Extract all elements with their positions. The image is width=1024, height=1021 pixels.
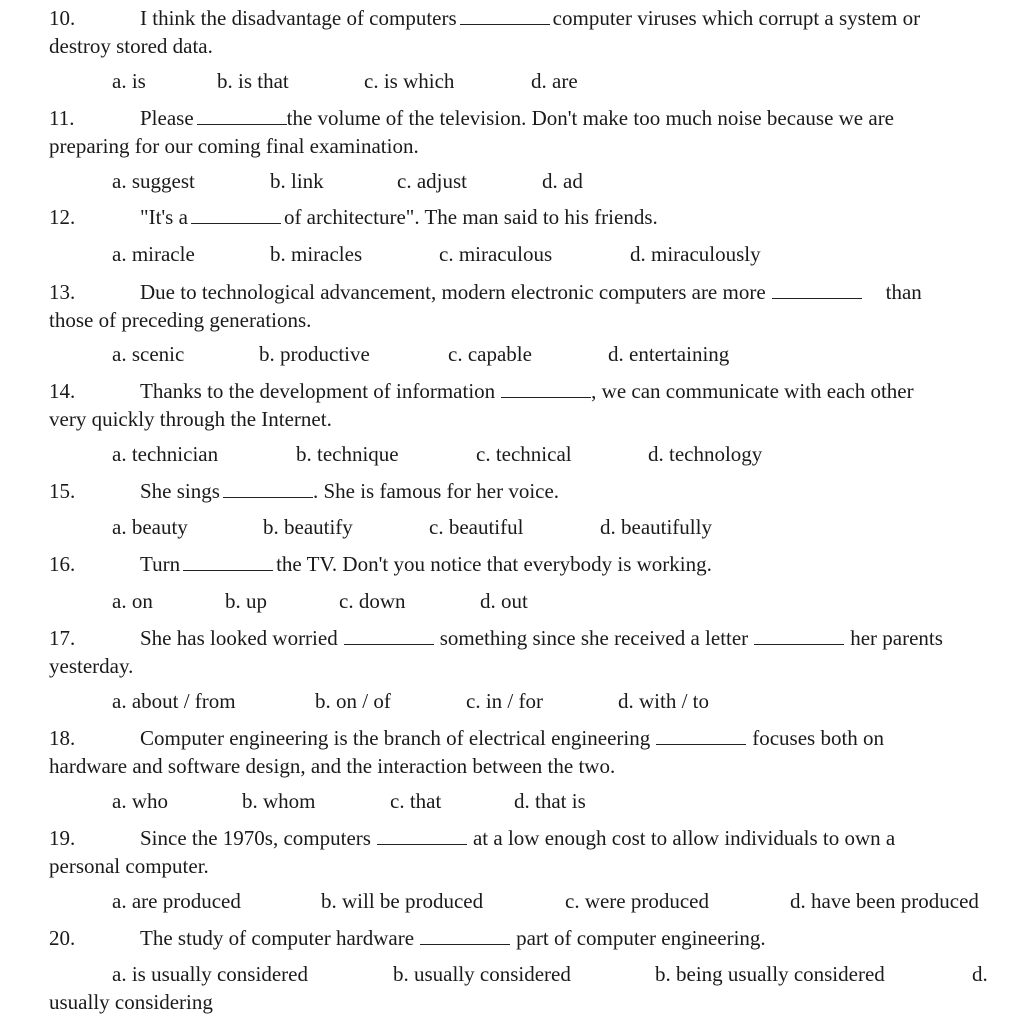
option-b: b. whom	[242, 789, 316, 813]
question-text: Computer engineering is the branch of electrical engineering focuses both on	[140, 726, 885, 750]
option-c: c. that	[390, 789, 442, 813]
answer-blank	[183, 550, 273, 571]
option-b: b. link	[270, 169, 324, 193]
option-a: a. about / from	[112, 689, 236, 713]
answer-blank	[377, 824, 467, 845]
option-d: d. with / to	[618, 689, 710, 713]
answer-blank	[501, 377, 591, 398]
answer-blank	[223, 477, 313, 498]
option-c: c. technical	[476, 442, 572, 466]
question-text: Turn the TV. Don't you notice that everybody is working.	[140, 552, 712, 576]
option-a: a. suggest	[112, 169, 195, 193]
question-number: 11.	[49, 106, 75, 130]
option-a: a. scenic	[112, 342, 185, 366]
option-d: d. entertaining	[608, 342, 730, 366]
option-d: d. ad	[542, 169, 583, 193]
option-d: d. out	[480, 589, 528, 613]
option-c: c. adjust	[397, 169, 467, 193]
question-text-continued: those of preceding generations.	[49, 308, 312, 332]
question-number: 18.	[49, 726, 76, 750]
option-c: c. down	[339, 589, 406, 613]
question-text: She sings . She is famous for her voice.	[140, 479, 560, 503]
question-text: Please the volume of the television. Don't make too much noise because we are	[140, 106, 895, 130]
question-number: 10.	[49, 6, 76, 30]
question-number: 17.	[49, 626, 76, 650]
option-c: c. miraculous	[439, 242, 553, 266]
option-c: c. in / for	[466, 689, 543, 713]
answer-blank	[754, 624, 844, 645]
question-number: 20.	[49, 926, 76, 950]
option-b: b. is that	[217, 69, 289, 93]
question-text: The study of computer hardware part of computer engineering.	[140, 926, 766, 950]
answer-blank	[197, 104, 287, 125]
question-text-continued: hardware and software design, and the interaction between the two.	[49, 754, 616, 778]
option-d-continued: usually considering	[49, 990, 213, 1014]
question-text: She has looked worried something since she received a letter her parents	[140, 626, 943, 650]
question-number: 16.	[49, 552, 76, 576]
option-a: a. technician	[112, 442, 219, 466]
option-a: a. who	[112, 789, 168, 813]
answer-blank	[191, 203, 281, 224]
option-c: c. is which	[364, 69, 455, 93]
option-d: d. beautifully	[600, 515, 712, 539]
option-b: b. up	[225, 589, 267, 613]
option-b: b. on / of	[315, 689, 391, 713]
option-d: d. that is	[514, 789, 586, 813]
option-d: d. technology	[648, 442, 763, 466]
question-text-continued: preparing for our coming final examination.	[49, 134, 419, 158]
question-number: 15.	[49, 479, 76, 503]
question-text-continued: personal computer.	[49, 854, 209, 878]
question-text: I think the disadvantage of computers computer viruses which corrupt a system or	[140, 6, 921, 30]
option-a: a. on	[112, 589, 153, 613]
question-text: "It's a of architecture". The man said to his friends.	[140, 205, 658, 229]
question-text-continued: yesterday.	[49, 654, 134, 678]
answer-blank	[772, 278, 862, 299]
option-a: a. is	[112, 69, 146, 93]
option-b: b. miracles	[270, 242, 363, 266]
question-text-continued: destroy stored data.	[49, 34, 213, 58]
option-b: b. beautify	[263, 515, 353, 539]
question-text-continued: very quickly through the Internet.	[49, 407, 332, 431]
question-text: Thanks to the development of information , we can communicate with each other	[140, 379, 914, 403]
option-a: a. are produced	[112, 889, 241, 913]
option-a: a. is usually considered	[112, 962, 308, 986]
option-a: a. miracle	[112, 242, 195, 266]
option-a: a. beauty	[112, 515, 188, 539]
option-c: c. were produced	[565, 889, 710, 913]
option-d: d. miraculously	[630, 242, 761, 266]
question-text: Since the 1970s, computers at a low enough cost to allow individuals to own a	[140, 826, 896, 850]
option-b: b. productive	[259, 342, 370, 366]
question-number: 13.	[49, 280, 76, 304]
answer-blank	[656, 724, 746, 745]
option-d: d. have been produced	[790, 889, 979, 913]
option-c: c. capable	[448, 342, 532, 366]
question-number: 14.	[49, 379, 76, 403]
answer-blank	[460, 4, 550, 25]
option-c: c. beautiful	[429, 515, 524, 539]
option-d: d.	[972, 962, 988, 986]
question-number: 12.	[49, 205, 76, 229]
option-b-alt: b. being usually considered	[655, 962, 885, 986]
option-b: b. usually considered	[393, 962, 571, 986]
option-d: d. are	[531, 69, 578, 93]
option-b: b. will be produced	[321, 889, 484, 913]
question-number: 19.	[49, 826, 76, 850]
answer-blank	[344, 624, 434, 645]
option-b: b. technique	[296, 442, 399, 466]
answer-blank	[420, 924, 510, 945]
question-text: Due to technological advancement, modern electronic computers are more than	[140, 280, 922, 304]
